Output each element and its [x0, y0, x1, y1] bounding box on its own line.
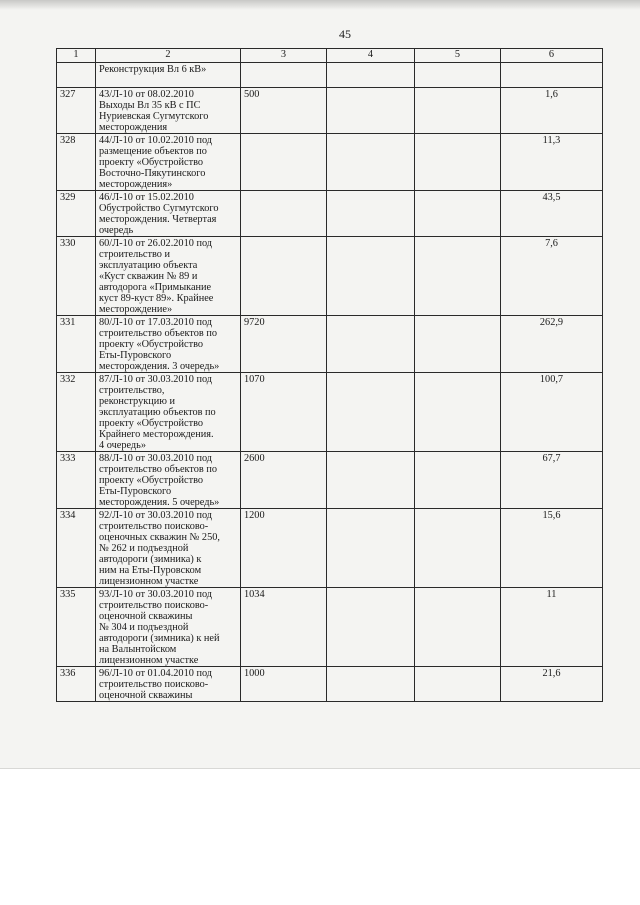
row-description	[96, 452, 241, 509]
description-line: эксплуатацию объектов по	[99, 407, 216, 418]
description-line: Обустройство Сугмутского	[99, 203, 219, 214]
description-line: месторождения. Четвертая	[99, 214, 217, 225]
description-line: 87/Л-10 от 30.03.2010 под	[99, 374, 213, 385]
table-row	[57, 237, 603, 316]
description-line: месторождения»	[99, 179, 173, 190]
description-line: Восточно-Пякутинского	[99, 168, 206, 179]
description-line: куст 89-куст 89». Крайнее	[99, 293, 214, 304]
row-description	[96, 667, 241, 702]
description-line: 88/Л-10 от 30.03.2010 под	[99, 453, 213, 464]
cell-area: 1034	[241, 588, 327, 667]
description-line: 44/Л-10 от 10.02.2010 под	[99, 135, 213, 146]
cell-area: 1070	[241, 373, 327, 452]
cell-col6: 67,7	[501, 452, 603, 509]
description-line: проекту «Обустройство	[99, 339, 204, 350]
description-line: строительство поисково-	[99, 521, 209, 532]
description-line: месторождение»	[99, 304, 173, 315]
row-description	[96, 509, 241, 588]
description-line: строительство объектов по	[99, 328, 217, 339]
description-line: на Валынтойском	[99, 644, 177, 655]
description-line: месторождения	[99, 122, 168, 133]
cell-col6: 21,6	[501, 667, 603, 702]
cell-col4	[327, 667, 415, 702]
cell-col5	[415, 667, 501, 702]
row-number: 332	[57, 373, 96, 452]
column-header: 2	[96, 49, 241, 63]
description-line: лицензионном участке	[99, 655, 199, 666]
description-line: лицензионном участке	[99, 576, 199, 587]
cell-col5	[415, 588, 501, 667]
cell-col4	[327, 452, 415, 509]
cell-area	[241, 134, 327, 191]
cell-col5	[415, 237, 501, 316]
cell-col5	[415, 452, 501, 509]
description-line: 92/Л-10 от 30.03.2010 под	[99, 510, 213, 521]
row-description	[96, 191, 241, 237]
cell-col5	[415, 316, 501, 373]
description-line: автодороги (зимника) к ней	[99, 633, 220, 644]
description-line: месторождения. 3 очередь»	[99, 361, 220, 372]
cell-area	[241, 63, 327, 88]
cell-number	[57, 63, 96, 88]
description-line: строительство поисково-	[99, 679, 209, 690]
cell-col5	[415, 63, 501, 88]
row-description	[96, 373, 241, 452]
description-line: оценочной скважины	[99, 690, 193, 701]
description-line: 93/Л-10 от 30.03.2010 под	[99, 589, 213, 600]
row-number: 330	[57, 237, 96, 316]
continuation-text: Реконструкция Вл 6 кВ»	[96, 63, 241, 88]
cell-col4	[327, 88, 415, 134]
cell-col4	[327, 373, 415, 452]
row-number: 336	[57, 667, 96, 702]
description-line: Крайнего месторождения.	[99, 429, 214, 440]
description-line: очередь	[99, 225, 134, 236]
cell-area	[241, 191, 327, 237]
description-line: проекту «Обустройство	[99, 418, 204, 429]
description-line: Выходы Вл 35 кВ с ПС	[99, 100, 201, 111]
description-line: проекту «Обустройство	[99, 475, 204, 486]
table-row	[57, 588, 603, 667]
table-row	[57, 88, 603, 134]
row-number: 333	[57, 452, 96, 509]
row-number: 331	[57, 316, 96, 373]
column-header: 6	[501, 49, 603, 63]
cell-col4	[327, 134, 415, 191]
row-description	[96, 134, 241, 191]
column-header: 1	[57, 49, 96, 63]
header-row	[57, 49, 603, 63]
cell-col6: 7,6	[501, 237, 603, 316]
description-line: ним на Еты-Пуровском	[99, 565, 202, 576]
cell-col6: 262,9	[501, 316, 603, 373]
cell-area	[241, 237, 327, 316]
description-line: № 262 и подъездной	[99, 543, 189, 554]
row-description	[96, 88, 241, 134]
row-description	[96, 588, 241, 667]
table-row	[57, 452, 603, 509]
cell-col5	[415, 191, 501, 237]
cell-col4	[327, 588, 415, 667]
column-header: 4	[327, 49, 415, 63]
description-line: эксплуатацию объекта	[99, 260, 198, 271]
description-line: строительство и	[99, 249, 171, 260]
register-table	[56, 48, 603, 702]
cell-col5	[415, 509, 501, 588]
cell-col4	[327, 509, 415, 588]
description-line: 80/Л-10 от 17.03.2010 под	[99, 317, 213, 328]
row-description	[96, 316, 241, 373]
column-header: 5	[415, 49, 501, 63]
description-line: реконструкцию и	[99, 396, 176, 407]
row-number: 335	[57, 588, 96, 667]
description-line: проекту «Обустройство	[99, 157, 204, 168]
description-line: строительство,	[99, 385, 165, 396]
page-number: 45	[339, 27, 351, 41]
cell-area: 500	[241, 88, 327, 134]
description-line: 96/Л-10 от 01.04.2010 под	[99, 668, 213, 679]
description-line: размещение объектов по	[99, 146, 207, 157]
description-line: автодороги (зимника) к	[99, 554, 202, 565]
description-line: Нуриевская Сугмутского	[99, 111, 209, 122]
cell-area: 9720	[241, 316, 327, 373]
description-line: 43/Л-10 от 08.02.2010	[99, 89, 194, 100]
cell-col6: 15,6	[501, 509, 603, 588]
table-row	[57, 316, 603, 373]
description-line: оценочных скважин № 250,	[99, 532, 220, 543]
cell-col6: 11	[501, 588, 603, 667]
description-line: «Куст скважин № 89 и	[99, 271, 198, 282]
cell-col6: 1,6	[501, 88, 603, 134]
cell-col6	[501, 63, 603, 88]
row-number: 327	[57, 88, 96, 134]
cell-col6: 43,5	[501, 191, 603, 237]
cell-col5	[415, 373, 501, 452]
description-line: 46/Л-10 от 15.02.2010	[99, 192, 194, 203]
table-row	[57, 134, 603, 191]
description-line: № 304 и подъездной	[99, 622, 189, 633]
cell-col4	[327, 316, 415, 373]
row-number: 334	[57, 509, 96, 588]
cell-col6: 11,3	[501, 134, 603, 191]
row-number: 329	[57, 191, 96, 237]
table-row	[57, 509, 603, 588]
description-line: 4 очередь»	[99, 440, 147, 451]
cell-col6: 100,7	[501, 373, 603, 452]
cell-col4	[327, 63, 415, 88]
table-row	[57, 373, 603, 452]
continuation-row	[57, 63, 603, 88]
cell-area: 2600	[241, 452, 327, 509]
cell-col5	[415, 88, 501, 134]
cell-col4	[327, 237, 415, 316]
cell-col5	[415, 134, 501, 191]
description-line: Еты-Пуровского	[99, 350, 172, 361]
table-row	[57, 191, 603, 237]
description-line: Еты-Пуровского	[99, 486, 172, 497]
description-line: 60/Л-10 от 26.02.2010 под	[99, 238, 213, 249]
description-line: месторождения. 5 очередь»	[99, 497, 220, 508]
column-header: 3	[241, 49, 327, 63]
cell-col4	[327, 191, 415, 237]
description-line: строительство поисково-	[99, 600, 209, 611]
row-number: 328	[57, 134, 96, 191]
description-line: автодорога «Примыкание	[99, 282, 212, 293]
cell-area: 1200	[241, 509, 327, 588]
description-line: оценочной скважины	[99, 611, 193, 622]
table-row	[57, 667, 603, 702]
row-description	[96, 237, 241, 316]
description-line: строительство объектов по	[99, 464, 217, 475]
cell-area: 1000	[241, 667, 327, 702]
